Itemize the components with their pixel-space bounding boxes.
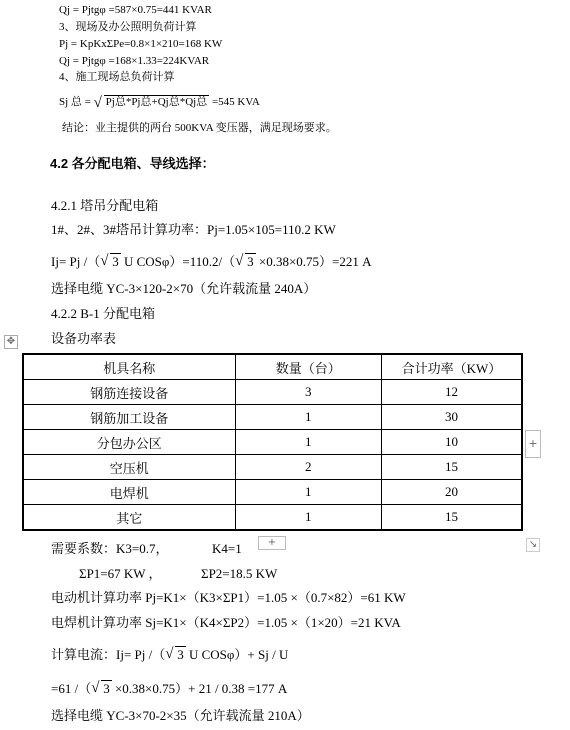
table-cell: 1 xyxy=(235,430,381,455)
equipment-power-table xyxy=(22,353,523,531)
table-cell: 3 xyxy=(235,380,381,405)
table-cell: 10 xyxy=(381,430,522,455)
table-cell: 30 xyxy=(381,405,522,430)
table-header-cell: 合计功率（KW） xyxy=(381,354,522,380)
table-cell: 空压机 xyxy=(23,455,235,480)
b1-cable: 选择电缆 YC-3×70-2×35（允许载流量 210A） xyxy=(51,708,310,723)
table-cell: 15 xyxy=(381,455,522,480)
sqrt-symbol: √ 3 xyxy=(235,253,254,269)
table-header-cell: 机具名称 xyxy=(23,354,235,380)
pj-line: Pj = KpKxΣPe=0.8×1×210=168 KW xyxy=(59,38,223,50)
table-resize-handle[interactable]: ↘ xyxy=(526,538,540,552)
table-cell: 15 xyxy=(381,505,522,531)
add-row-button[interactable]: + xyxy=(258,536,286,550)
table-cell: 钢筋加工设备 xyxy=(23,405,235,430)
sqrt-symbol: √ 3 xyxy=(91,680,110,696)
sum-p2: ΣP2=18.5 KW xyxy=(201,566,278,581)
table-cell: 分包办公区 xyxy=(23,430,235,455)
qj-line-2: Qj = Pjtgφ =168×1.33=224KVAR xyxy=(59,55,210,67)
sqrt-symbol: √ Pj总*Pj总+Qj总*Qj总 xyxy=(93,95,208,111)
welder-power: 电焊机计算功率 Sj=K1×（K4×ΣP2）=1.05 ×（1×20）=21 KVA xyxy=(51,615,401,630)
subsection-421-title: 4.2.1 塔吊分配电箱 xyxy=(51,198,159,213)
tower-crane-current: Ij= Pj /（ √ 3 U COSφ）=110.2/（ √ 3 ×0.38×0.75）=221 A xyxy=(51,253,372,269)
table-row xyxy=(23,405,522,430)
tower-crane-calc: 1#、2#、3#塔吊计算功率：Pj=1.05×105=110.2 KW xyxy=(51,222,336,237)
table-cell: 12 xyxy=(381,380,522,405)
current-result: =61 /（ √ 3 ×0.38×0.75）+ 21 / 0.38 =177 A xyxy=(51,680,288,696)
lighting-heading: 3、现场及办公照明负荷计算 xyxy=(59,21,197,33)
table-cell: 20 xyxy=(381,480,522,505)
k3-line: 需要系数：K3=0.7， xyxy=(51,541,169,556)
add-column-button[interactable]: + xyxy=(525,430,541,458)
sum-p1: ΣP1=67 KW ， xyxy=(79,566,162,581)
table-cell: 1 xyxy=(235,405,381,430)
table-cell: 钢筋连接设备 xyxy=(23,380,235,405)
sqrt-symbol: √ 3 xyxy=(165,646,184,662)
table-row xyxy=(23,480,522,505)
section-heading: 4.2 各分配电箱、导线选择： xyxy=(50,156,215,171)
table-header-row xyxy=(23,354,522,380)
table-move-handle[interactable]: ✥ xyxy=(4,335,18,349)
subsection-422-title: 4.2.2 B-1 分配电箱 xyxy=(51,306,156,321)
sj-formula: Sj 总 = √ Pj总*Pj总+Qj总*Qj总 =545 KVA xyxy=(59,95,260,111)
table-cell: 其它 xyxy=(23,505,235,531)
conclusion: 结论：业主提供的两台 500KVA 变压器，满足现场要求。 xyxy=(62,122,337,134)
total-load-heading: 4、施工现场总负荷计算 xyxy=(59,71,175,83)
table-row xyxy=(23,505,522,531)
table-row xyxy=(23,380,522,405)
table-cell: 1 xyxy=(235,505,381,531)
current-formula: 计算电流：Ij= Pj /（ √ 3 U COSφ）+ Sj / U xyxy=(51,646,289,662)
table-row xyxy=(23,455,522,480)
table-cell: 电焊机 xyxy=(23,480,235,505)
table-header-cell: 数量（台） xyxy=(235,354,381,380)
sqrt-symbol: √ 3 xyxy=(100,253,119,269)
tower-crane-cable: 选择电缆 YC-3×120-2×70（允许载流量 240A） xyxy=(51,281,317,296)
table-row xyxy=(23,430,522,455)
k4-line: K4=1 xyxy=(212,541,242,556)
qj-line: Qj = Pjtgφ =587×0.75=441 KVAR xyxy=(59,4,212,16)
table-caption: 设备功率表 xyxy=(51,331,117,346)
table-cell: 1 xyxy=(235,480,381,505)
table-cell: 2 xyxy=(235,455,381,480)
motor-power: 电动机计算功率 Pj=K1×（K3×ΣP1）=1.05 ×（0.7×82）=61 KW xyxy=(51,590,406,605)
